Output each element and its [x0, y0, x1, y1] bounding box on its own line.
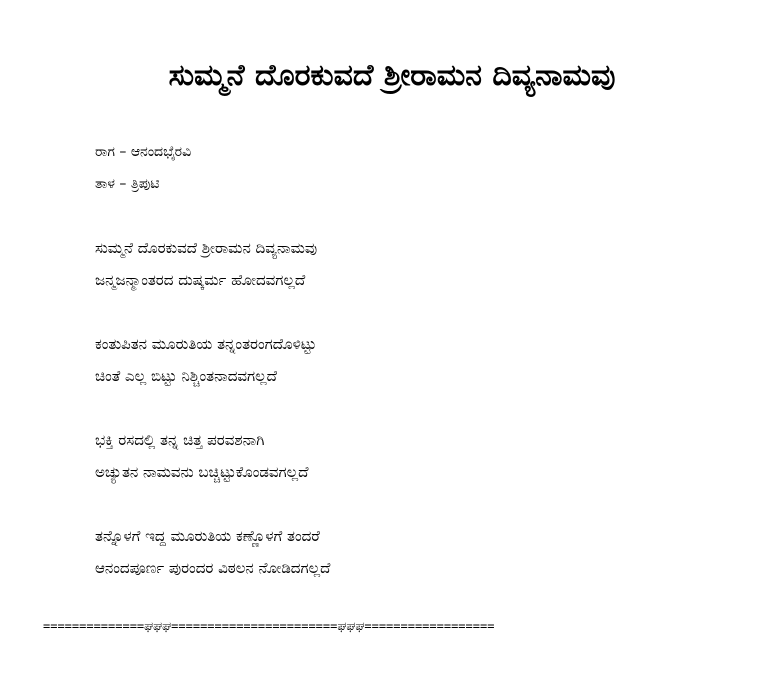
stanza-line: ತನ್ನೊಳಗೆ ಇದ್ದ ಮೂರುತಿಯ ಕಣ್ಣೊಳಗೆ ತಂದರೆ [95, 527, 320, 545]
stanza-charana-2 [95, 424, 735, 488]
stanza-charana-1 [95, 328, 735, 392]
tala-line: ತಾಳ – ತ್ರಿಪುಟಿ [95, 176, 160, 192]
stanza-line: ಅಚ್ಯುತನ ನಾಮವನು ಬಚ್ಚಿಟ್ಟುಕೊಂಡವಗಲ್ಲದೆ [95, 463, 309, 481]
section-divider: ==============ಘಘಘ=======================ಘಘಘ================== [43, 619, 495, 633]
stanza-charana-3 [95, 520, 735, 584]
song-title: ಸುಮ್ಮನೆ ದೊರಕುವದೆ ಶ್ರೀರಾಮನ ದಿವ್ಯನಾಮವು [168, 58, 616, 93]
stanza-line: ಕಂತುಪಿತನ ಮೂರುತಿಯ ತನ್ನಂತರಂಗದೊಳಿಟ್ಟು [95, 335, 317, 353]
song-body [95, 136, 735, 584]
raga-line: ರಾಗ – ಆನಂದಭೈರವಿ [95, 144, 192, 160]
stanza-pallavi [95, 232, 735, 296]
stanza-line: ಜನ್ಮಜನ್ಮಾಂತರದ ದುಷ್ಕರ್ಮ ಹೋದವಗಲ್ಲದೆ [95, 271, 306, 289]
stanza-line: ಆನಂದಪೂರ್ಣ ಪುರಂದರ ವಿಠಲನ ನೋಡಿದಗಲ್ಲದೆ [95, 559, 331, 577]
stanza-line: ಚಿಂತೆ ಎಲ್ಲ ಬಿಟ್ಟು ನಿಶ್ಚಿಂತನಾದವಗಲ್ಲದೆ [95, 367, 277, 385]
stanza-line: ಸುಮ್ಮನೆ ದೊರಕುವದೆ ಶ್ರೀರಾಮನ ದಿವ್ಯನಾಮವು [95, 239, 318, 257]
stanza-line: ಭಕ್ತಿ ರಸದಲ್ಲಿ ತನ್ನ ಚಿತ್ತ ಪರವಶನಾಗಿ [95, 431, 265, 449]
